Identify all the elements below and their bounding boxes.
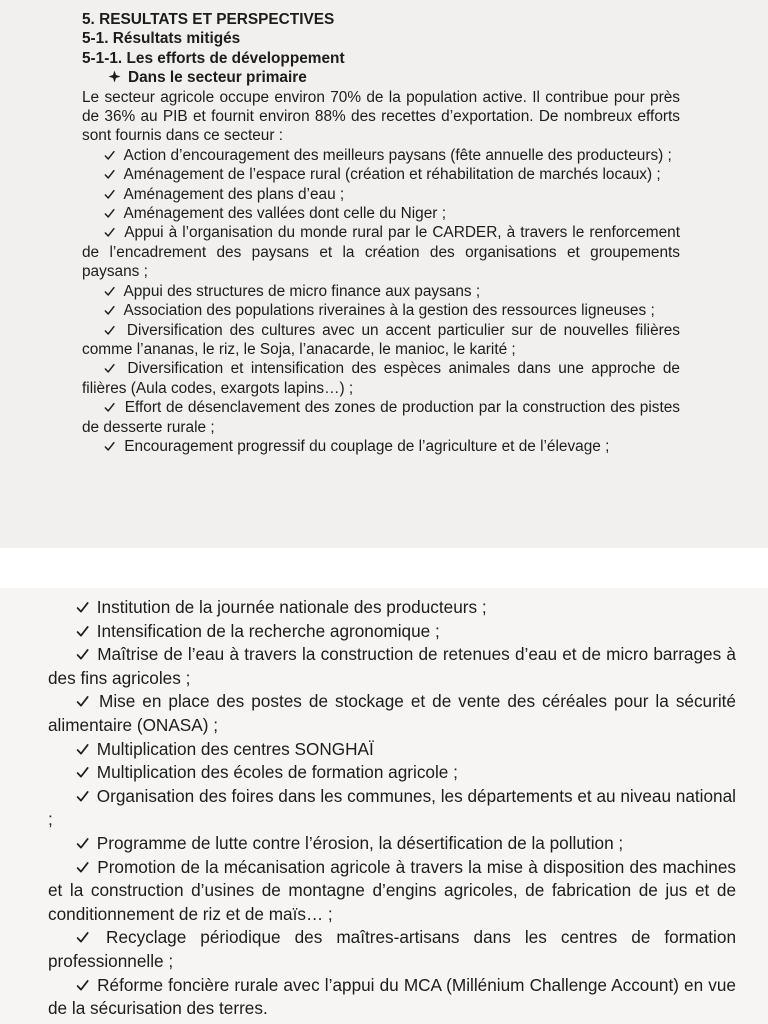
check-icon — [76, 761, 92, 785]
check-icon — [104, 165, 120, 184]
efforts-list-top — [82, 146, 680, 457]
list-item-text: Multiplication des écoles de formation agricole ; — [96, 762, 458, 783]
check-icon — [104, 146, 120, 165]
list-item-text: Mise en place des postes de stockage et de vente des céréales pour la sécurité alimentaire (ONASA) ; — [48, 691, 736, 735]
diamond-icon — [108, 68, 122, 87]
check-icon — [76, 926, 92, 950]
check-icon — [104, 223, 120, 242]
list-item-text: Aménagement de l’espace rural (création et réhabilitation de marchés locaux) ; — [123, 166, 661, 184]
top-page-text — [82, 10, 680, 456]
list-item — [82, 301, 680, 320]
list-item — [82, 165, 680, 184]
subsubsection-heading: 5-1-1. Les efforts de développement — [82, 49, 345, 67]
intro-paragraph: Le secteur agricole occupe environ 70% de la population active. Il contribue pour près de 36% au PIB et fournit environ 88% des recettes d’exportation. De nombreux efforts sont fournis dans ce secteur : — [82, 88, 680, 145]
list-item-text: Intensification de la recherche agronomique ; — [96, 620, 440, 641]
list-item-text: Programme de lutte contre l’érosion, la désertification de la pollution ; — [96, 832, 624, 853]
check-icon — [104, 282, 120, 301]
primary-sector-heading-text: Dans le secteur primaire — [128, 69, 307, 87]
bottom-page-photo — [0, 588, 768, 1024]
check-icon — [76, 690, 92, 714]
list-item — [48, 620, 736, 644]
check-icon — [104, 321, 120, 340]
list-item — [82, 223, 680, 281]
list-item — [48, 974, 736, 1021]
section-heading: 5. RESULTATS ET PERSPECTIVES — [82, 11, 335, 28]
list-item-text: Promotion de la mécanisation agricole à travers la mise à disposition des machines et la construction d’usines de montagne d’engins agricoles, de fabrication de jus et de conditionnement de riz et de maïs… ; — [48, 856, 737, 924]
primary-sector-heading — [82, 68, 680, 87]
check-icon — [76, 974, 92, 998]
list-item — [48, 856, 736, 927]
list-item-text: Aménagement des plans d’eau ; — [123, 185, 345, 203]
check-icon — [76, 596, 92, 620]
list-item — [82, 359, 680, 398]
list-item — [82, 204, 680, 223]
list-item — [48, 690, 736, 737]
list-item — [48, 738, 736, 762]
list-item-text: Encouragement progressif du couplage de l’agriculture et de l’élevage ; — [124, 437, 610, 455]
list-item — [48, 761, 736, 785]
check-icon — [76, 738, 92, 762]
list-item-text: Maîtrise de l’eau à travers la construction de retenues d’eau et de micro barrages à des fins agricoles ; — [48, 644, 736, 688]
list-item — [48, 643, 736, 690]
list-item-text: Recyclage périodique des maîtres-artisans dans les centres de formation professionnelle ; — [48, 927, 736, 971]
list-item-text: Institution de la journée nationale des producteurs ; — [96, 597, 487, 617]
list-item-text: Action d’encouragement des meilleurs paysans (fête annuelle des producteurs) ; — [123, 146, 672, 164]
check-icon — [104, 359, 120, 378]
list-item-text: Association des populations riveraines à la gestion des ressources ligneuses ; — [123, 302, 655, 320]
list-item-text: Réforme foncière rurale avec l’appui du MCA (Millénium Challenge Account) en vue de la sécurisation des terres. — [48, 974, 736, 1019]
page-gap — [0, 548, 768, 588]
check-icon — [76, 620, 92, 644]
list-item-text: Appui à l’organisation du monde rural par le CARDER, à travers le renforcement de l’encadrement des paysans et la création des organisations et groupements paysans ; — [82, 224, 680, 281]
list-item — [48, 926, 736, 973]
bottom-page-text — [48, 596, 736, 1021]
list-item-text: Organisation des foires dans les communes, les départements et au niveau national ; — [48, 785, 736, 830]
list-item-text: Multiplication des centres SONGHAÏ — [96, 738, 374, 759]
check-icon — [104, 437, 120, 456]
list-item — [48, 832, 736, 856]
list-item-text: Diversification et intensification des espèces animales dans une approche de filières (Aula codes, exargots lapins…) ; — [82, 360, 680, 397]
check-icon — [76, 856, 92, 880]
check-icon — [76, 785, 92, 809]
list-item — [82, 321, 680, 360]
check-icon — [104, 301, 120, 320]
list-item-text: Appui des structures de micro finance aux paysans ; — [123, 282, 481, 300]
list-item — [82, 282, 680, 301]
list-item — [82, 146, 680, 165]
list-item — [82, 398, 680, 437]
list-item-text: Effort de désenclavement des zones de production par la construction des pistes de desserte rurale ; — [82, 399, 680, 436]
check-icon — [104, 204, 120, 223]
subsection-heading: 5-1. Résultats mitigés — [82, 30, 241, 48]
list-item — [48, 785, 736, 832]
check-icon — [76, 832, 92, 856]
list-item — [82, 437, 680, 456]
list-item — [82, 185, 680, 204]
list-item-text: Aménagement des vallées dont celle du Niger ; — [123, 205, 446, 223]
list-item-text: Diversification des cultures avec un accent particulier sur de nouvelles filières comme l’ananas, le riz, le Soja, l’anacarde, le manioc, le karité ; — [82, 321, 681, 358]
check-icon — [104, 185, 120, 204]
list-item — [48, 596, 736, 620]
check-icon — [76, 643, 92, 667]
efforts-list-bottom — [48, 596, 736, 1021]
check-icon — [104, 398, 120, 417]
